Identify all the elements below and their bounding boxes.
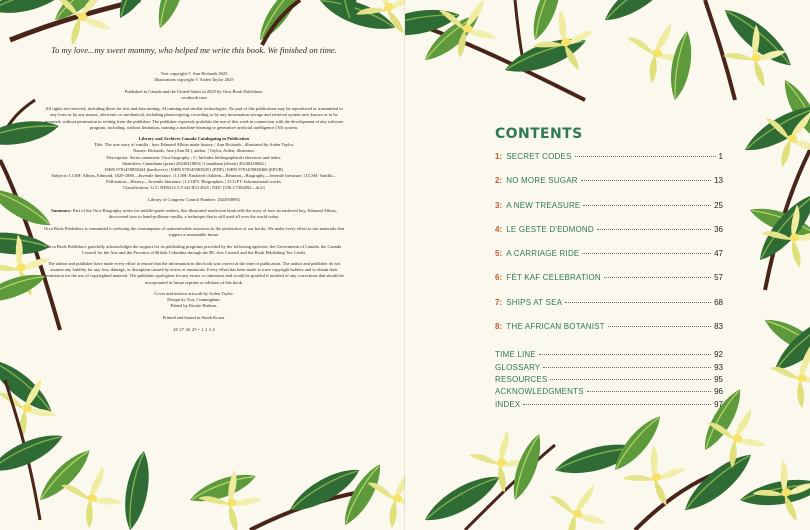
toc-back-entry[interactable] (495, 363, 723, 375)
chapter-page: 13 (714, 176, 723, 186)
credit-line: Cover and interior artwork by Arden Taylor. (154, 291, 234, 297)
copyright-notice (44, 71, 344, 83)
cip-line: Identifiers: Canadiana (print) 20240418654 | Canadiana (ebook) 20240418662 | (122, 160, 266, 166)
chapter-number: 1: (495, 152, 503, 161)
toc-back-entry[interactable] (495, 375, 723, 387)
dedication: To my love...my sweet mommy, who helped me write this book. We finished on time. (51, 45, 337, 55)
environment-statement: Orca Book Publishers is committed to reducing the consumption of nonrenewable resources in the production of our books. We make every effort to use materials that support a sustainable future. (44, 225, 344, 237)
chapter-title: THE AFRICAN BOTANIST (506, 322, 605, 332)
contents-heading: CONTENTS (495, 126, 583, 142)
chapter-page: 36 (714, 224, 723, 234)
back-matter-page: 96 (714, 387, 723, 397)
copyright-block (44, 44, 344, 338)
toc-chapter-entry[interactable] (495, 322, 723, 346)
chapter-page: 1 (718, 152, 723, 161)
dot-leader (604, 277, 711, 278)
credit-line: Design by Troy Cunningham. (167, 297, 221, 303)
dot-leader (583, 205, 711, 206)
text-copyright: Text copyright © Ann Richards 2025 (160, 71, 228, 76)
toc-back-entry[interactable] (495, 400, 723, 412)
cip-line: Description: Series statement: Orca biography ; 5 | Includes bibliographical references and index. (106, 154, 282, 160)
dot-leader (565, 302, 711, 303)
cip-line: Names: Richards, Ann (Ann M.), author. | Taylor, Arden, illustrator. (133, 148, 255, 154)
printed-location: Printed and bound in South Korea. (162, 314, 226, 320)
dot-leader (543, 367, 711, 368)
disclaimer: The author and publisher have made every effort to ensure that the information in this book was correct at the time of publication. The author and publisher do not assume any liability for any loss, damage, or disruption caused by errors or omissions. Every effort has been made to trace copyright holders and to obtain their permission for the use of copyrighted material. The publisher apologizes for any errors or omissions and would be grateful if notified of any corrections that should be incorporated in future reprints or editions of this book. (44, 261, 344, 285)
chapter-number: 6: (495, 273, 503, 283)
cip-line: Classification: LCC HD9212.5.V342 R53 2025 | DDC [338.1/7382092—dc23 (123, 185, 265, 190)
rights-statement: All rights are reserved, including those for text and data mining, AI training and similar technologies. No part of this publication may be reproduced or transmitted in any form or by any means, electronic or mechanical, including photocopying, recording or by any information storage and retrieval system now known or to be invented, without permission in writing from the publisher. The publisher expressly prohibits the use of this work in connection with the development of any software program, including, without limitation, training a machine-learning or generative artificial intelligence (AI) system. (44, 106, 344, 130)
chapter-page: 68 (714, 297, 723, 307)
dot-leader (581, 180, 711, 181)
chapter-title: SHIPS AT SEA (506, 297, 563, 307)
back-matter-page: 97 (714, 399, 723, 409)
dot-leader (597, 229, 711, 230)
summary (44, 208, 344, 220)
back-matter-title: GLOSSARY (495, 362, 541, 372)
control-number: Library of Congress Control Number: 2024938992 (148, 196, 240, 202)
chapter-number: 3: (495, 200, 503, 210)
chapter-number: 2: (495, 176, 503, 186)
cip-heading: Library and Archives Canada Cataloguing in Publication (138, 136, 250, 142)
chapter-title: A NEW TREASURE (506, 200, 581, 210)
credits (44, 291, 344, 309)
summary-label: Summary: (51, 208, 72, 214)
dot-leader (582, 253, 711, 254)
chapter-number: 5: (495, 249, 503, 259)
back-matter-page: 93 (714, 362, 723, 372)
toc-chapter-entry[interactable] (495, 249, 723, 273)
chapter-number: 7: (495, 297, 503, 307)
credit-line: Edited by Kirstie Hudson. (170, 303, 218, 309)
back-matter-title: ACKNOWLEDGMENTS (495, 387, 584, 397)
toc-back-entry[interactable] (495, 350, 723, 362)
chapter-title: NO MORE SUGAR (506, 176, 578, 186)
dot-leader (575, 156, 716, 157)
back-matter-title: RESOURCES (495, 374, 548, 384)
cip-block (44, 136, 344, 191)
dot-leader (550, 379, 711, 380)
publisher-website: orcabook.com (181, 94, 207, 100)
toc-chapter-entry[interactable] (495, 201, 723, 225)
chapter-title: A CARRIAGE RIDE (506, 249, 580, 259)
funding-acknowledgment: Orca Book Publishers gratefully acknowledges the support for its publishing programs provided by the following agencies: the Government of Canada, the Canada Council for the Arts and the Province of British Columbia through the BC Arts Council and the Book Publishing Tax Credit. (47, 243, 341, 255)
contents-page (405, 0, 810, 530)
toc-back-entry[interactable] (495, 387, 723, 399)
back-matter (495, 350, 723, 411)
toc-chapter-entry[interactable] (495, 176, 723, 200)
published-line: Published in Canada and the United States in 2025 by Orca Book Publishers. (124, 88, 264, 94)
chapter-number: 8: (495, 322, 503, 332)
cip-line: Title: The true story of vanilla : how Edmond Albius made history / Ann Richards ; illustrated by Arden Taylor. (93, 142, 295, 148)
back-matter-title: INDEX (495, 399, 521, 409)
toc-chapter-entry[interactable] (495, 225, 723, 249)
chapter-number: 4: (495, 224, 503, 234)
back-matter-title: TIME LINE (495, 350, 536, 360)
chapter-page: 83 (714, 322, 723, 332)
chapter-title: LE GESTE D'EDMOND (506, 224, 594, 234)
chapter-title: FÈT KAF CELEBRATION (506, 273, 601, 283)
toc-chapter-entry[interactable] (495, 273, 723, 297)
dot-leader (587, 391, 711, 392)
back-matter-page: 92 (714, 350, 723, 360)
chapter-title: SECRET CODES (506, 152, 572, 161)
illustration-copyright: Illustrations copyright © Arden Taylor 2025 (154, 77, 234, 83)
publisher-info (44, 89, 344, 101)
toc-chapter-entry[interactable] (495, 298, 723, 322)
dot-leader (523, 404, 711, 405)
summary-text: Part of the Orca Biography series for middle-grade readers, this illustrated nonfiction book tells the story of how an enslaved boy, Edmond Albius, discovered how to hand-pollinate vanilla, a technique that is still used all over the world today. (71, 208, 337, 220)
cip-line: ISBN 9781459838444 (hardcover) | ISBN 9781459838451 (PDF) | ISBN 9781459838468 (EPUB) (104, 166, 284, 172)
print-run-line: 28 27 26 25 • 1 2 3 4 (173, 326, 215, 332)
dot-leader (608, 326, 711, 327)
chapter-page: 47 (714, 249, 723, 259)
chapter-page: 57 (714, 273, 723, 283)
toc-chapter-entry[interactable] (495, 152, 723, 176)
back-matter-page: 95 (714, 374, 723, 384)
dot-leader (539, 354, 711, 355)
chapter-page: 25 (714, 200, 723, 210)
table-of-contents (495, 126, 723, 412)
cip-line: Subjects: LCSH: Albius, Edmond, 1829-1880—Juvenile literature. | LCSH: Enslaved children—Réunion—Biography—Juvenile literature. | LCSH: Vanilla—Pollination—History—Juvenile literature. | LCGFT: Biographies. | LCGFT: Informational works. (51, 172, 337, 184)
